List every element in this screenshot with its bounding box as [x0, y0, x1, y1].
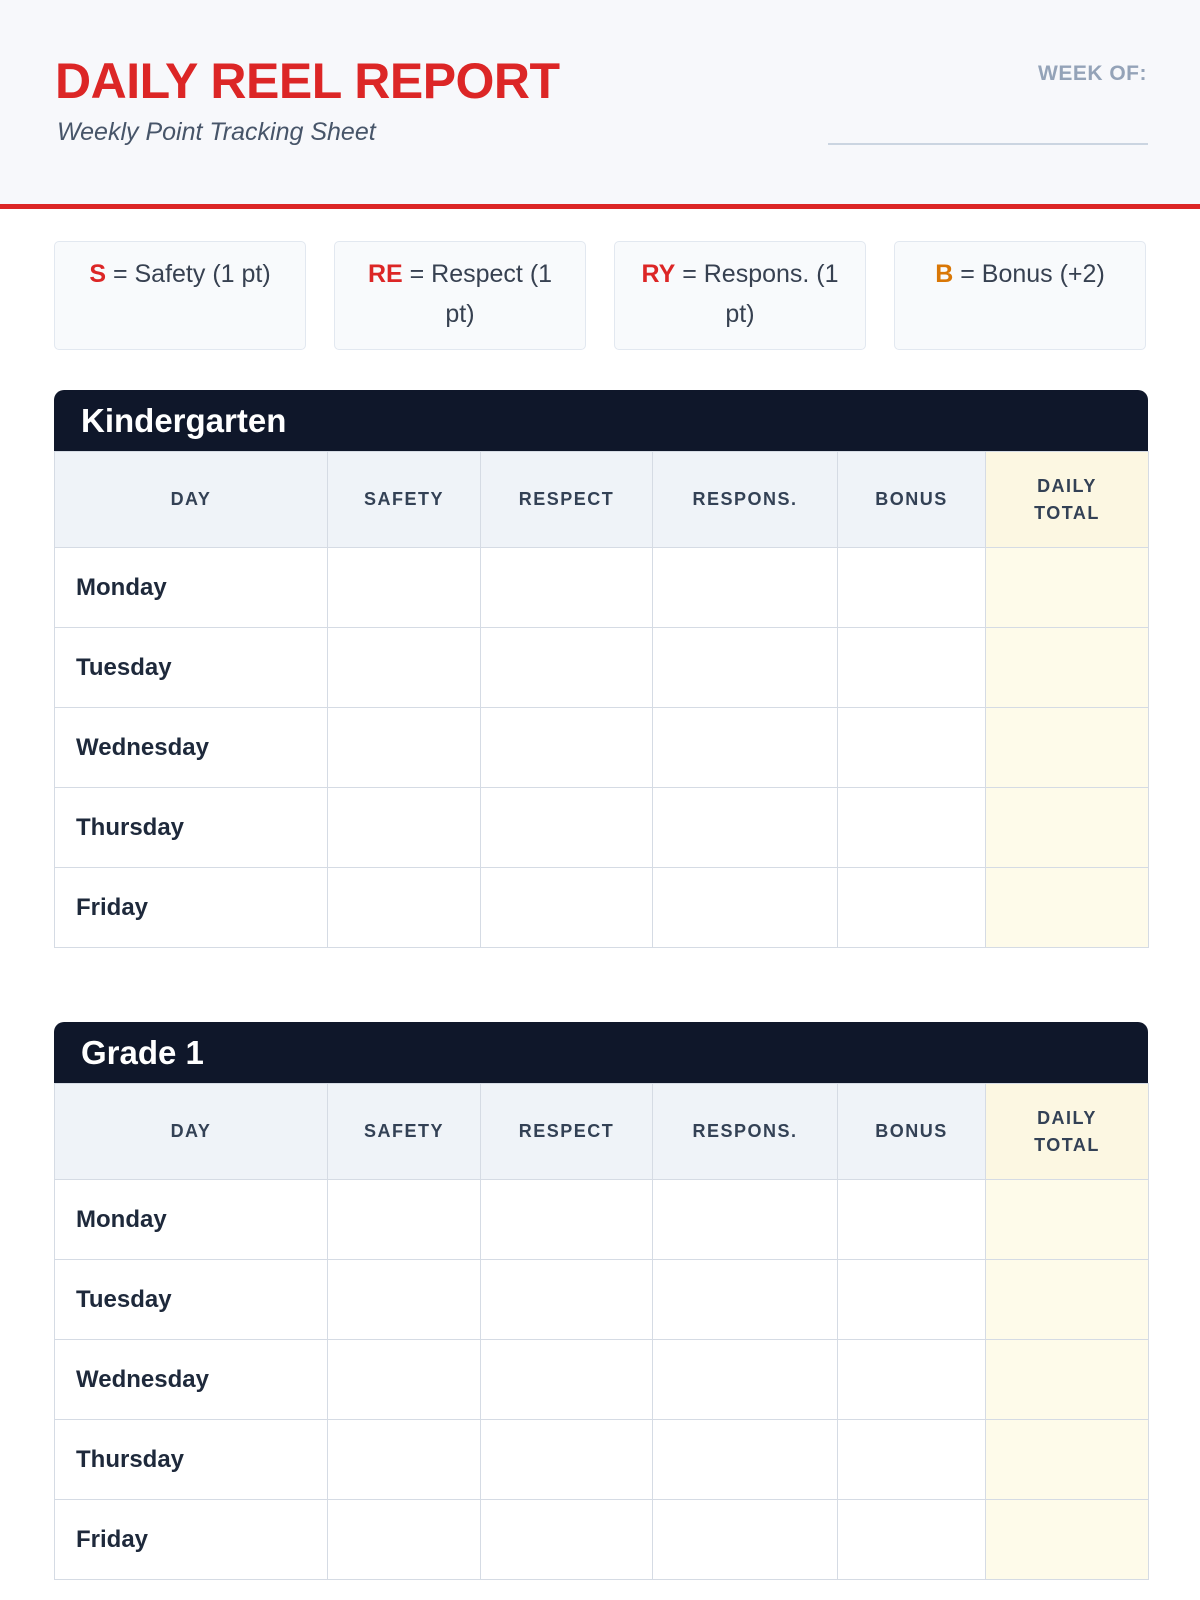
respect-cell[interactable]: [481, 708, 653, 788]
day-label: Thursday: [55, 788, 328, 868]
safety-cell[interactable]: [328, 1180, 481, 1260]
daily-total-cell[interactable]: [986, 1180, 1149, 1260]
table-row: [55, 708, 1149, 788]
daily-total-cell[interactable]: [986, 788, 1149, 868]
respect-cell[interactable]: [481, 1260, 653, 1340]
column-header: SAFETY: [328, 452, 481, 548]
responsibility-cell[interactable]: [653, 548, 838, 628]
legend-respect: [334, 241, 586, 350]
daily-total-cell[interactable]: [986, 868, 1149, 948]
respect-cell[interactable]: [481, 1420, 653, 1500]
table-header-row: [55, 1084, 1149, 1180]
responsibility-cell[interactable]: [653, 868, 838, 948]
table-header-row: [55, 452, 1149, 548]
grade-section: [54, 390, 1148, 948]
legend-text: = Safety (1 pt): [112, 260, 271, 288]
column-header: RESPECT: [481, 452, 653, 548]
column-header: BONUS: [838, 1084, 986, 1180]
bonus-cell[interactable]: [838, 708, 986, 788]
table-row: [55, 1180, 1149, 1260]
week-of-label: WEEK OF:: [1038, 62, 1147, 85]
table-row: [55, 628, 1149, 708]
safety-cell[interactable]: [328, 548, 481, 628]
respect-cell[interactable]: [481, 1180, 653, 1260]
legend-code: B: [935, 260, 954, 288]
column-header: SAFETY: [328, 1084, 481, 1180]
day-label: Tuesday: [55, 1260, 328, 1340]
bonus-cell[interactable]: [838, 1420, 986, 1500]
column-header: RESPONS.: [653, 1084, 838, 1180]
responsibility-cell[interactable]: [653, 788, 838, 868]
table-row: [55, 1260, 1149, 1340]
bonus-cell[interactable]: [838, 1500, 986, 1580]
safety-cell[interactable]: [328, 788, 481, 868]
table-row: [55, 548, 1149, 628]
points-table: [54, 1083, 1149, 1580]
bonus-cell[interactable]: [838, 1180, 986, 1260]
legend-text: = Respons. (1 pt): [682, 260, 839, 328]
section-title: Kindergarten: [54, 390, 1148, 451]
safety-cell[interactable]: [328, 868, 481, 948]
daily-total-cell[interactable]: [986, 548, 1149, 628]
column-header: RESPECT: [481, 1084, 653, 1180]
respect-cell[interactable]: [481, 1500, 653, 1580]
report-header: [0, 0, 1200, 209]
responsibility-cell[interactable]: [653, 628, 838, 708]
legend-responsibility: [614, 241, 866, 350]
responsibility-cell[interactable]: [653, 1180, 838, 1260]
legend-safety: [54, 241, 306, 350]
daily-total-cell[interactable]: [986, 1420, 1149, 1500]
page-title: DAILY REEL REPORT: [55, 53, 560, 109]
responsibility-cell[interactable]: [653, 708, 838, 788]
responsibility-cell[interactable]: [653, 1500, 838, 1580]
daily-total-cell[interactable]: [986, 708, 1149, 788]
legend-bonus: [894, 241, 1146, 350]
day-label: Wednesday: [55, 1340, 328, 1420]
responsibility-cell[interactable]: [653, 1340, 838, 1420]
legend-code: RE: [367, 260, 403, 288]
page-subtitle: Weekly Point Tracking Sheet: [57, 118, 376, 146]
table-row: [55, 1500, 1149, 1580]
legend-code: RY: [641, 260, 676, 288]
daily-total-cell[interactable]: [986, 1260, 1149, 1340]
day-label: Monday: [55, 548, 328, 628]
bonus-cell[interactable]: [838, 628, 986, 708]
column-header: DAILY TOTAL: [986, 1084, 1149, 1180]
column-header: DAY: [55, 452, 328, 548]
column-header: DAY: [55, 1084, 328, 1180]
points-table: [54, 451, 1149, 948]
respect-cell[interactable]: [481, 1340, 653, 1420]
safety-cell[interactable]: [328, 708, 481, 788]
day-label: Friday: [55, 868, 328, 948]
table-row: [55, 1420, 1149, 1500]
safety-cell[interactable]: [328, 1340, 481, 1420]
table-row: [55, 1340, 1149, 1420]
day-label: Monday: [55, 1180, 328, 1260]
table-row: [55, 788, 1149, 868]
column-header: BONUS: [838, 452, 986, 548]
day-label: Tuesday: [55, 628, 328, 708]
legend-text: = Respect (1 pt): [409, 260, 553, 328]
section-title: Grade 1: [54, 1022, 1148, 1083]
table-row: [55, 868, 1149, 948]
daily-total-cell[interactable]: [986, 1500, 1149, 1580]
safety-cell[interactable]: [328, 1260, 481, 1340]
respect-cell[interactable]: [481, 868, 653, 948]
column-header: RESPONS.: [653, 452, 838, 548]
daily-total-cell[interactable]: [986, 628, 1149, 708]
safety-cell[interactable]: [328, 628, 481, 708]
day-label: Thursday: [55, 1420, 328, 1500]
grade-section: [54, 1022, 1148, 1580]
respect-cell[interactable]: [481, 788, 653, 868]
legend-text: = Bonus (+2): [960, 260, 1105, 288]
column-header: DAILY TOTAL: [986, 452, 1149, 548]
respect-cell[interactable]: [481, 548, 653, 628]
bonus-cell[interactable]: [838, 1260, 986, 1340]
day-label: Friday: [55, 1500, 328, 1580]
week-of-field[interactable]: [828, 143, 1148, 145]
bonus-cell[interactable]: [838, 788, 986, 868]
responsibility-cell[interactable]: [653, 1420, 838, 1500]
bonus-cell[interactable]: [838, 868, 986, 948]
daily-total-cell[interactable]: [986, 1340, 1149, 1420]
legend-code: S: [89, 260, 106, 288]
safety-cell[interactable]: [328, 1500, 481, 1580]
responsibility-cell[interactable]: [653, 1260, 838, 1340]
bonus-cell[interactable]: [838, 1340, 986, 1420]
bonus-cell[interactable]: [838, 548, 986, 628]
day-label: Wednesday: [55, 708, 328, 788]
respect-cell[interactable]: [481, 628, 653, 708]
safety-cell[interactable]: [328, 1420, 481, 1500]
